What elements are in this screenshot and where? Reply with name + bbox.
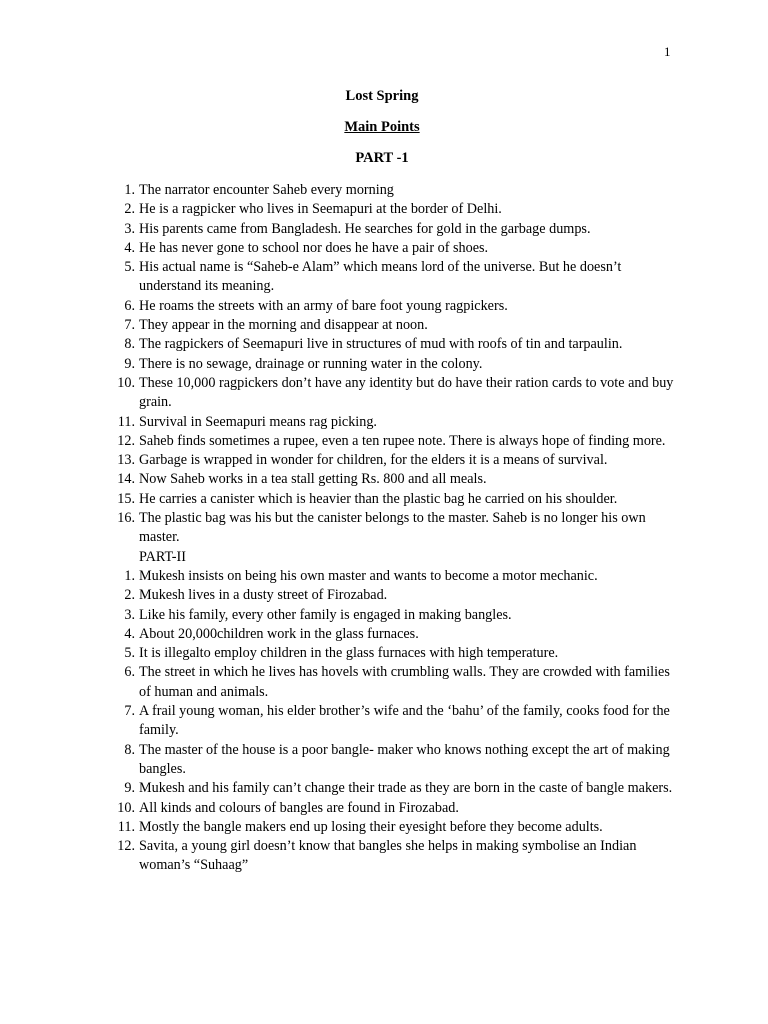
item-text: It is illegalto employ children in the glass furnaces with high temperature. bbox=[139, 645, 559, 662]
item-text: Mukesh and his family can’t change their trade as they are born in the caste of bangle makers. bbox=[139, 780, 673, 797]
list-item bbox=[113, 335, 683, 354]
item-text: He has never gone to school nor does he have a pair of shoes. bbox=[139, 239, 489, 256]
item-text: Mukesh insists on being his own master and wants to become a motor mechanic. bbox=[139, 567, 598, 584]
item-text: The ragpickers of Seemapuri live in structures of mud with roofs of tin and tarpaulin. bbox=[139, 336, 623, 353]
item-number: 11. bbox=[117, 818, 135, 835]
list-item bbox=[113, 432, 683, 451]
list-item bbox=[113, 837, 683, 876]
item-number: 4. bbox=[124, 239, 135, 256]
list-item bbox=[113, 239, 683, 258]
list-item bbox=[113, 741, 683, 780]
item-number: 16. bbox=[117, 510, 135, 527]
list-item bbox=[113, 470, 683, 489]
item-number: 6. bbox=[124, 664, 135, 681]
item-number: 5. bbox=[124, 645, 135, 662]
item-number: 9. bbox=[124, 355, 135, 372]
list-item bbox=[113, 200, 683, 219]
item-text: Mostly the bangle makers end up losing their eyesight before they become adults. bbox=[139, 818, 603, 835]
item-text: All kinds and colours of bangles are found in Firozabad. bbox=[139, 799, 459, 816]
item-number: 1. bbox=[124, 567, 135, 584]
item-number: 5. bbox=[124, 259, 135, 276]
document-title: Lost Spring bbox=[345, 88, 419, 104]
item-text: He roams the streets with an army of bare foot young ragpickers. bbox=[139, 297, 508, 314]
list-item bbox=[113, 374, 683, 413]
item-text: Survival in Seemapuri means rag picking. bbox=[139, 413, 377, 430]
list-item bbox=[113, 509, 683, 548]
item-text: Garbage is wrapped in wonder for children, for the elders it is a means of survival. bbox=[139, 452, 608, 469]
item-number: 7. bbox=[124, 317, 135, 334]
item-number: 12. bbox=[117, 432, 135, 449]
item-number: 3. bbox=[124, 606, 135, 623]
list-item bbox=[113, 663, 683, 702]
list-item bbox=[113, 567, 683, 586]
item-number: 6. bbox=[124, 297, 135, 314]
item-number: 2. bbox=[124, 587, 135, 604]
item-number: 7. bbox=[124, 703, 135, 720]
item-number: 11. bbox=[117, 413, 135, 430]
item-number: 10. bbox=[117, 799, 135, 816]
item-number: 13. bbox=[117, 452, 135, 469]
item-number: 12. bbox=[117, 838, 135, 855]
list-item bbox=[113, 606, 683, 625]
list-item bbox=[113, 818, 683, 837]
page-number: 1 bbox=[664, 44, 671, 59]
list-item bbox=[113, 355, 683, 374]
item-number: 1. bbox=[124, 182, 135, 198]
list-item bbox=[113, 220, 683, 239]
item-number: 9. bbox=[124, 780, 135, 797]
item-number: 8. bbox=[124, 741, 135, 758]
list-item bbox=[113, 316, 683, 335]
item-text: He carries a canister which is heavier than the plastic bag he carried on his shoulder. bbox=[139, 490, 618, 507]
item-text: Savita, a young girl doesn’t know that bangles she helps in making symbolise an Indian woman’s “Suhaag” bbox=[139, 838, 637, 874]
list-item bbox=[113, 258, 683, 297]
item-number: 2. bbox=[124, 201, 135, 218]
document-subtitle: Main Points bbox=[344, 119, 420, 135]
item-text: A frail young woman, his elder brother’s wife and the ‘bahu’ of the family, cooks food for the family. bbox=[139, 703, 670, 739]
main-points-list bbox=[113, 181, 683, 876]
list-item bbox=[113, 451, 683, 470]
item-text: There is no sewage, drainage or running water in the colony. bbox=[139, 355, 483, 372]
list-item bbox=[113, 625, 683, 644]
item-text: The narrator encounter Saheb every morning bbox=[139, 182, 394, 198]
part-1-heading: PART -1 bbox=[355, 150, 409, 166]
list-item bbox=[113, 586, 683, 605]
part-2-heading: PART-II bbox=[139, 548, 186, 565]
list-item bbox=[113, 490, 683, 509]
item-number: 8. bbox=[124, 336, 135, 353]
list-item bbox=[113, 779, 683, 798]
item-text: About 20,000children work in the glass furnaces. bbox=[139, 625, 419, 642]
item-text: Saheb finds sometimes a rupee, even a ten rupee note. There is always hope of finding more. bbox=[139, 432, 666, 449]
list-item bbox=[113, 413, 683, 432]
item-number: 10. bbox=[117, 374, 135, 391]
list-item bbox=[113, 297, 683, 316]
item-text: He is a ragpicker who lives in Seemapuri at the border of Delhi. bbox=[139, 201, 502, 218]
list-item bbox=[113, 181, 683, 200]
item-text: His actual name is “Saheb-e Alam” which means lord of the universe. But he doesn’t understand its meaning. bbox=[139, 259, 622, 295]
item-number: 15. bbox=[117, 490, 135, 507]
item-text: His parents came from Bangladesh. He searches for gold in the garbage dumps. bbox=[139, 220, 591, 237]
item-text: These 10,000 ragpickers don’t have any identity but do have their ration cards to vote and buy grain. bbox=[139, 374, 674, 411]
list-item bbox=[113, 799, 683, 818]
list-item bbox=[113, 702, 683, 741]
item-text: The master of the house is a poor bangle- maker who knows nothing except the art of making bangles. bbox=[139, 741, 670, 777]
item-text: The plastic bag was his but the canister belongs to the master. Saheb is no longer his own master. bbox=[139, 510, 646, 546]
item-text: Like his family, every other family is engaged in making bangles. bbox=[139, 606, 512, 623]
item-number: 3. bbox=[124, 220, 135, 237]
item-text: The street in which he lives has hovels with crumbling walls. They are crowded with families of human and animals. bbox=[139, 664, 670, 700]
item-number: 4. bbox=[124, 625, 135, 642]
item-text: Mukesh lives in a dusty street of Firozabad. bbox=[139, 587, 388, 604]
list-item bbox=[113, 644, 683, 663]
item-text: They appear in the morning and disappear at noon. bbox=[139, 317, 428, 334]
item-number: 14. bbox=[117, 471, 135, 488]
item-text: Now Saheb works in a tea stall getting Rs. 800 and all meals. bbox=[139, 471, 487, 488]
